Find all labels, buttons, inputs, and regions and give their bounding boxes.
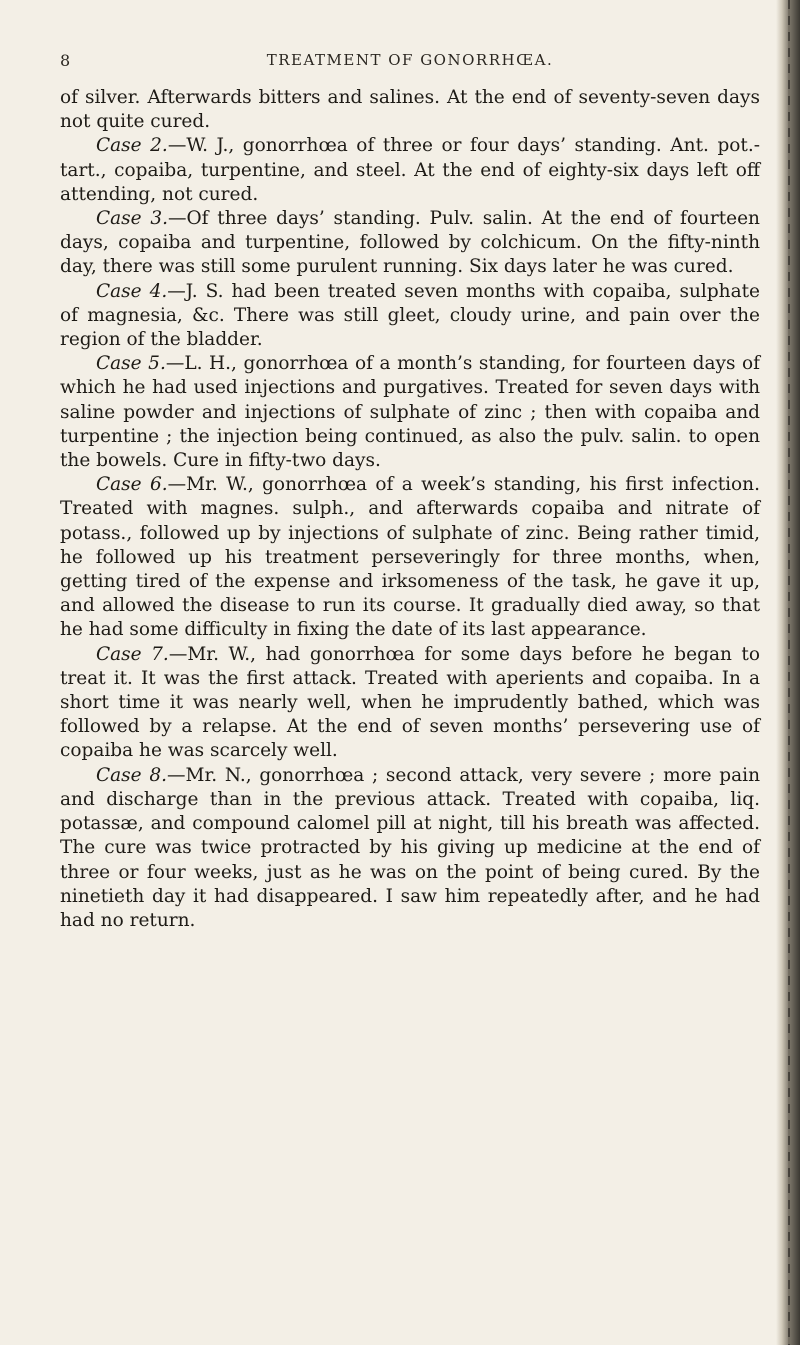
- body-text: [60, 86, 760, 933]
- case-label: Case 8.: [96, 764, 167, 786]
- paragraph-text: —W. J., gonorrhœa of three or four days’ standing. Ant. pot.-tart., copaiba, turpentine, and steel. At the end of eighty-six days left off attending, not cured.: [60, 135, 760, 205]
- case-label: Case 3.: [96, 208, 169, 230]
- case-label: Case 6.: [96, 474, 168, 496]
- paragraph-text: of silver. Afterwards bitters and salines. At the end of seventy-seven days not quite cured.: [60, 87, 760, 133]
- case-4-paragraph: [60, 280, 760, 353]
- paragraph-text: —Mr. W., had gonorrhœa for some days before he began to treat it. It was the first attack. Treated with aperients and copaiba. In a short time it was nearly well, when he imprudently bathed, which was followed by a relapse. At the end of seven months’ persevering use of copaiba he was scarcely well.: [60, 643, 760, 762]
- paragraph-text: —Mr. W., gonorrhœa of a week’s standing, his first infection. Treated with magnes. sulph., and afterwards copaiba and nitrate of potass., followed up by injections of sulphate of zinc. Being rather timid, he followed up his treatment perseveringly for three months, when, getting tired of the expense and irksomeness of the task, he gave it up, and allowed the disease to run its course. It gradually died away, so that he had some difficulty in fixing the date of its last appearance.: [60, 474, 760, 641]
- case-3-paragraph: [60, 207, 760, 280]
- case-label: Case 4.: [96, 280, 168, 302]
- running-title: TREATMENT OF GONORRHŒA.: [266, 51, 554, 69]
- case-2-paragraph: [60, 134, 760, 207]
- case-7-paragraph: [60, 643, 760, 764]
- case-8-paragraph: [60, 764, 760, 933]
- running-head: [60, 51, 760, 75]
- paragraph-text: —Of three days’ standing. Pulv. salin. At the end of fourteen days, copaiba and turpentine, followed by colchicum. On the fifty-ninth day, there was still some purulent running. Six days later he was cured.: [60, 208, 760, 278]
- case-label: Case 5.: [96, 353, 166, 375]
- paragraph-continuation: [60, 86, 760, 134]
- case-label: Case 2.: [96, 135, 168, 157]
- paragraph-text: —J. S. had been treated seven months with copaiba, sulphate of magnesia, &c. There was still gleet, cloudy urine, and pain over the region of the bladder.: [60, 280, 760, 351]
- paragraph-text: —L. H., gonorrhœa of a month’s standing, for fourteen days of which he had used injections and purgatives. Treated for seven days with saline powder and injections of sulphate of zinc ; then with copaiba and turpentine ; the injection being continued, as also the pulv. salin. to open the bowels. Cure in fifty-two days.: [60, 353, 760, 472]
- case-5-paragraph: [60, 352, 760, 473]
- page-number: 8: [60, 51, 71, 70]
- case-label: Case 7.: [96, 643, 169, 665]
- case-6-paragraph: [60, 473, 760, 642]
- paragraph-text: —Mr. N., gonorrhœa ; second attack, very severe ; more pain and discharge than in the previous attack. Treated with copaiba, liq. potassæ, and compound calomel pill at night, till his breath was affected. The cure was twice protracted by his giving up medicine at the end of three or four weeks, just as he was on the point of being cured. By the ninetieth day it had disappeared. I saw him repeatedly after, and he had had no return.: [60, 764, 760, 931]
- page-binding-edge: [776, 0, 800, 1345]
